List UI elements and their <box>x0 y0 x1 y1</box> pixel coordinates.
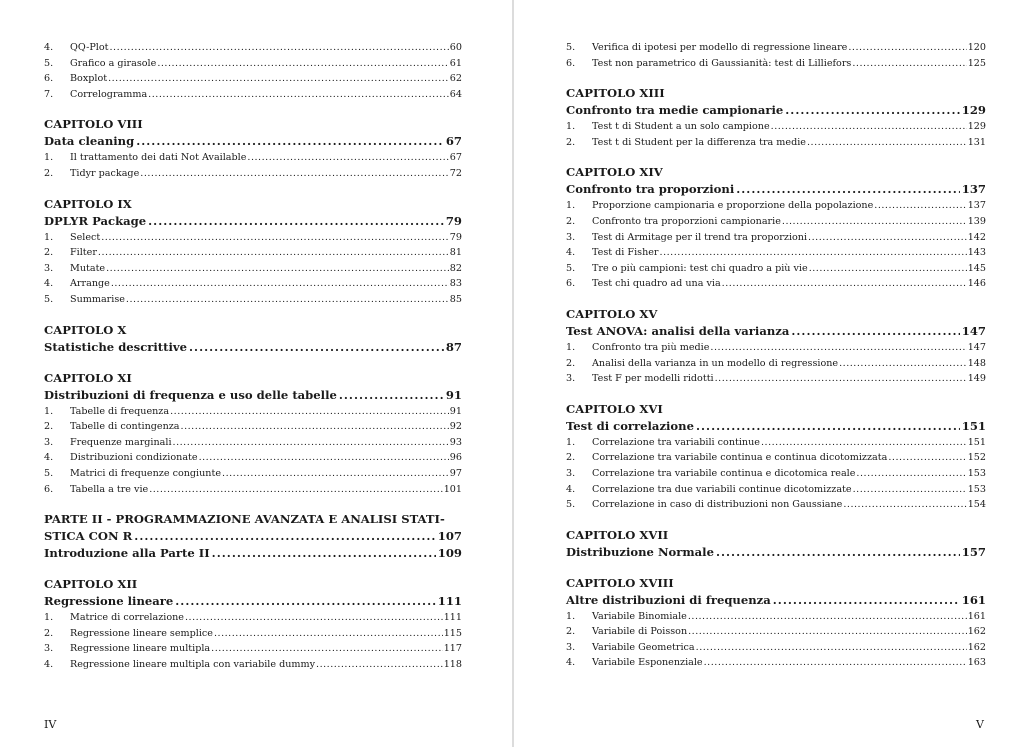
toc-entry[interactable] <box>566 340 986 356</box>
dot-leader <box>214 626 443 642</box>
entry-title: Variabile Esponenziale <box>592 657 703 669</box>
toc-entry[interactable] <box>44 419 462 435</box>
toc-entry[interactable] <box>566 56 986 72</box>
toc-entry[interactable] <box>44 87 462 103</box>
right-page <box>514 0 1024 747</box>
entry-number: 2. <box>44 247 54 259</box>
entry-page: 79 <box>449 231 462 243</box>
dot-leader <box>157 56 448 72</box>
entry-title: Filter <box>70 247 97 259</box>
entry-number: 3. <box>566 373 576 385</box>
toc-entry[interactable] <box>566 450 986 466</box>
section-page: 91 <box>445 387 462 402</box>
entry-number: 4. <box>44 42 54 53</box>
dot-leader <box>773 592 960 609</box>
dot-leader <box>736 181 960 198</box>
dot-leader <box>782 214 967 230</box>
section-title: Test ANOVA: analisi della varianza <box>566 323 790 338</box>
entry-number: 5. <box>44 57 54 69</box>
entry-page: 62 <box>449 73 462 85</box>
entry-page: 163 <box>967 657 986 669</box>
entry-number: 2. <box>44 421 54 433</box>
entry-title: Variabile Geometrica <box>592 641 695 653</box>
section-page: 87 <box>445 339 462 354</box>
chapter-title[interactable] <box>566 102 986 119</box>
toc-entry[interactable] <box>566 230 986 246</box>
toc-left-column <box>44 40 462 672</box>
entry-page: 67 <box>449 152 462 164</box>
entry-page: 82 <box>449 262 462 274</box>
entry-number: 6. <box>566 57 576 69</box>
entry-title: Correlazione tra variabile continua e dicotomica reale <box>592 467 856 479</box>
section-page: 151 <box>961 418 986 433</box>
section-page: 111 <box>437 594 462 609</box>
chapter-title[interactable] <box>44 213 462 230</box>
chapter-title[interactable] <box>44 593 462 610</box>
entry-page: 117 <box>443 643 462 655</box>
entry-number: 3. <box>566 467 576 479</box>
entry-title: Test F per modelli ridotti <box>592 373 714 385</box>
toc-entry[interactable] <box>566 135 986 151</box>
toc-entry[interactable] <box>44 40 462 56</box>
dot-leader <box>212 545 436 562</box>
dot-leader <box>126 292 449 308</box>
entry-page: 97 <box>449 467 462 479</box>
entry-page: 101 <box>443 483 462 495</box>
entry-number: 2. <box>566 215 576 227</box>
entry-title: Variabile di Poisson <box>592 626 688 638</box>
entry-page: 96 <box>449 452 462 464</box>
section-title: Altre distribuzioni di frequenza <box>566 592 771 607</box>
toc-entry[interactable] <box>44 292 462 308</box>
toc-entry[interactable] <box>566 356 986 372</box>
entry-page: 61 <box>449 57 462 69</box>
entry-page: 137 <box>967 200 986 212</box>
entry-page: 161 <box>967 610 986 622</box>
dot-leader <box>839 356 967 372</box>
entry-title: Variabile Binomiale <box>592 610 687 622</box>
chapter-heading: CAPITOLO XV <box>566 306 658 321</box>
section-page: 107 <box>437 529 462 544</box>
entry-title: Correlazione in caso di distribuzioni non Gaussiane <box>592 499 843 511</box>
entry-number: 5. <box>44 467 54 479</box>
entry-page: 162 <box>967 626 986 638</box>
entry-page: 139 <box>967 215 986 227</box>
toc-entry[interactable] <box>44 71 462 87</box>
dot-leader <box>148 213 444 230</box>
dot-leader <box>791 323 959 340</box>
entry-number: 1. <box>44 612 54 624</box>
entry-title: Analisi della varianza in un modello di regressione <box>592 357 839 369</box>
dot-leader <box>716 544 960 561</box>
entry-title: Confronto tra più medie <box>592 341 710 353</box>
dot-leader <box>189 339 444 356</box>
entry-title: Regressione lineare semplice <box>70 627 213 639</box>
dot-leader <box>722 276 967 292</box>
toc-entry[interactable] <box>44 657 462 673</box>
dot-leader <box>170 404 449 420</box>
entry-number: 1. <box>566 121 576 133</box>
entry-title: Test di Armitage per il trend tra proporzioni <box>592 231 808 243</box>
dot-leader <box>761 435 967 451</box>
entry-number: 1. <box>566 610 576 622</box>
section-title: Confronto tra proporzioni <box>566 182 735 197</box>
entry-title: Test di Fisher <box>592 247 659 259</box>
toc-entry[interactable] <box>566 40 986 56</box>
chapter-heading: CAPITOLO XI <box>44 370 132 385</box>
toc-entry[interactable] <box>566 276 986 292</box>
entry-title: Frequenze marginali <box>70 436 172 448</box>
entry-number: 5. <box>566 499 576 511</box>
entry-number: 4. <box>566 657 576 669</box>
dot-leader <box>696 640 967 656</box>
entry-page: 146 <box>967 278 986 290</box>
toc-entry[interactable] <box>566 482 986 498</box>
chapter-heading: CAPITOLO XII <box>44 577 138 592</box>
section-title: Introduzione alla Parte II <box>44 546 210 561</box>
entry-number: 6. <box>44 73 54 85</box>
entry-page: 85 <box>449 293 462 305</box>
dot-leader <box>222 466 449 482</box>
toc-entry[interactable] <box>44 435 462 451</box>
part-heading-line1 <box>44 511 462 528</box>
dot-leader <box>852 56 966 72</box>
page-number-right: V <box>976 718 984 731</box>
toc-entry[interactable] <box>566 497 986 513</box>
section-title: Data cleaning <box>44 134 135 149</box>
entry-page: 81 <box>449 247 462 259</box>
entry-page: 131 <box>967 136 986 148</box>
dot-leader <box>185 610 443 626</box>
dot-leader <box>109 40 448 56</box>
section-page: 161 <box>961 592 986 607</box>
entry-title: Correlogramma <box>70 88 148 100</box>
dot-leader <box>211 641 443 657</box>
section-page: 147 <box>961 323 986 338</box>
section-page: 157 <box>961 544 986 559</box>
entry-title: Il trattamento dei dati Not Available <box>70 152 247 164</box>
dot-leader <box>134 528 436 545</box>
toc-entry[interactable] <box>566 198 986 214</box>
entry-number: 3. <box>566 231 576 243</box>
section-title: Statistiche descrittive <box>44 339 187 354</box>
entry-title: Tidyr package <box>70 167 140 179</box>
entry-number: 4. <box>44 452 54 464</box>
chapter-title[interactable] <box>44 339 462 356</box>
section-page: 79 <box>445 213 462 228</box>
dot-leader <box>704 655 967 671</box>
entry-title: Tabelle di contingenza <box>70 421 180 433</box>
dot-leader <box>808 230 967 246</box>
entry-page: 72 <box>449 167 462 179</box>
entry-page: 151 <box>967 436 986 448</box>
chapter-heading: CAPITOLO X <box>44 322 127 337</box>
entry-number: 4. <box>44 658 54 670</box>
toc-entry[interactable] <box>566 624 986 640</box>
entry-number: 5. <box>566 262 576 274</box>
entry-title: Mutate <box>70 262 106 274</box>
dot-leader <box>136 133 444 150</box>
entry-number: 1. <box>44 231 54 243</box>
toc-entry[interactable] <box>44 245 462 261</box>
entry-page: 93 <box>449 436 462 448</box>
page-number-left: IV <box>44 718 57 731</box>
entry-title: Regressione lineare multipla <box>70 643 211 655</box>
entry-page: 152 <box>967 452 986 464</box>
toc-entry[interactable] <box>566 119 986 135</box>
entry-number: 2. <box>44 627 54 639</box>
entry-number: 1. <box>566 200 576 212</box>
entry-number: 6. <box>44 483 54 495</box>
entry-page: 91 <box>449 405 462 417</box>
dot-leader <box>848 40 966 56</box>
section-page: 67 <box>445 134 462 149</box>
part-intro[interactable] <box>44 545 462 562</box>
entry-title: Regressione lineare multipla con variabile dummy <box>70 658 316 670</box>
chapter-title[interactable] <box>566 418 986 435</box>
dot-leader <box>173 435 449 451</box>
entry-page: 92 <box>449 421 462 433</box>
toc-entry[interactable] <box>566 214 986 230</box>
entry-number: 5. <box>566 42 576 53</box>
toc-entry[interactable] <box>44 404 462 420</box>
toc-entry[interactable] <box>44 626 462 642</box>
entry-number: 2. <box>566 626 576 638</box>
toc-entry[interactable] <box>566 466 986 482</box>
toc-entry[interactable] <box>44 450 462 466</box>
chapter-title[interactable] <box>44 133 462 150</box>
entry-number: 1. <box>44 405 54 417</box>
entry-number: 6. <box>566 278 576 290</box>
entry-number: 4. <box>44 278 54 290</box>
dot-leader <box>111 276 449 292</box>
chapter-title[interactable] <box>566 544 986 561</box>
entry-page: 115 <box>443 627 462 639</box>
entry-number: 1. <box>566 341 576 353</box>
chapter-title[interactable] <box>44 387 462 404</box>
section-page: 129 <box>961 103 986 118</box>
entry-number: 4. <box>566 247 576 259</box>
entry-page: 162 <box>967 641 986 653</box>
entry-title: Test t di Student per la differenza tra medie <box>592 136 806 148</box>
dot-leader <box>856 466 966 482</box>
entry-number: 3. <box>566 641 576 653</box>
toc-entry[interactable] <box>566 655 986 671</box>
toc-entry[interactable] <box>566 609 986 625</box>
toc-right-column <box>566 40 986 671</box>
dot-leader <box>98 245 449 261</box>
toc-entry[interactable] <box>44 150 462 166</box>
toc-entry[interactable] <box>44 466 462 482</box>
entry-page: 120 <box>967 42 986 53</box>
entry-number: 1. <box>44 152 54 164</box>
dot-leader <box>688 609 967 625</box>
dot-leader <box>785 102 960 119</box>
entry-page: 129 <box>967 121 986 133</box>
dot-leader <box>771 119 967 135</box>
toc-entry[interactable] <box>44 482 462 498</box>
entry-title: Correlazione tra due variabili continue dicotomizzate <box>592 483 852 495</box>
entry-number: 2. <box>566 452 576 464</box>
section-title: Distribuzioni di frequenza e uso delle tabelle <box>44 387 337 402</box>
toc-entry[interactable] <box>44 56 462 72</box>
entry-title: Select <box>70 231 101 243</box>
dot-leader <box>149 482 442 498</box>
section-title: Distribuzione Normale <box>566 544 714 559</box>
dot-leader <box>715 371 967 387</box>
entry-page: 125 <box>967 57 986 69</box>
chapter-heading: CAPITOLO XIII <box>566 86 665 101</box>
dot-leader <box>853 482 967 498</box>
entry-page: 147 <box>967 341 986 353</box>
dot-leader <box>660 245 967 261</box>
toc-entry[interactable] <box>44 610 462 626</box>
entry-number: 3. <box>44 436 54 448</box>
dot-leader <box>316 657 443 673</box>
entry-title: Verifica di ipotesi per modello di regressione lineare <box>592 42 848 53</box>
dot-leader <box>688 624 967 640</box>
chapter-heading: CAPITOLO XVIII <box>566 575 674 590</box>
dot-leader <box>807 135 967 151</box>
dot-leader <box>809 261 967 277</box>
entry-title: Summarise <box>70 293 125 305</box>
toc-entry[interactable] <box>566 371 986 387</box>
entry-page: 142 <box>967 231 986 243</box>
chapter-heading: CAPITOLO XVII <box>566 527 669 542</box>
entry-title: Matrici di frequenze congiunte <box>70 467 222 479</box>
part-heading-line2[interactable] <box>44 528 462 545</box>
toc-entry[interactable] <box>44 641 462 657</box>
entry-page: 149 <box>967 373 986 385</box>
entry-page: 83 <box>449 278 462 290</box>
entry-number: 2. <box>44 167 54 179</box>
entry-page: 60 <box>449 42 462 53</box>
entry-title: Confronto tra proporzioni campionarie <box>592 215 781 227</box>
chapter-heading: CAPITOLO VIII <box>44 117 143 132</box>
entry-title: Distribuzioni condizionate <box>70 452 198 464</box>
entry-number: 3. <box>44 643 54 655</box>
entry-page: 148 <box>967 357 986 369</box>
entry-title: Correlazione tra variabile continua e continua dicotomizzata <box>592 452 888 464</box>
entry-title: Test t di Student a un solo campione <box>592 121 770 133</box>
part-title-continued: STICA CON R <box>44 529 133 544</box>
entry-number: 4. <box>566 483 576 495</box>
entry-number: 2. <box>566 357 576 369</box>
toc-entry[interactable] <box>566 245 986 261</box>
chapter-heading: CAPITOLO XIV <box>566 165 663 180</box>
entry-number: 5. <box>44 293 54 305</box>
section-title: Confronto tra medie campionarie <box>566 103 784 118</box>
dot-leader <box>181 419 449 435</box>
section-page: 137 <box>961 182 986 197</box>
dot-leader <box>108 71 449 87</box>
entry-page: 64 <box>449 88 462 100</box>
dot-leader <box>148 87 449 103</box>
chapter-heading: CAPITOLO XVI <box>566 401 663 416</box>
entry-title: Test non parametrico di Gaussianità: test di Lilliefors <box>592 57 852 69</box>
entry-number: 1. <box>566 436 576 448</box>
entry-number: 7. <box>44 88 54 100</box>
entry-title: Tre o più campioni: test chi quadro a più vie <box>592 262 808 274</box>
chapter-title[interactable] <box>566 592 986 609</box>
chapter-heading: CAPITOLO IX <box>44 196 132 211</box>
dot-leader <box>140 166 449 182</box>
toc-entry[interactable] <box>566 640 986 656</box>
entry-title: Proporzione campionaria e proporzione della popolazione <box>592 200 874 212</box>
toc-entry[interactable] <box>44 166 462 182</box>
part-title: PARTE II - PROGRAMMAZIONE AVANZATA E ANALISI STATI- <box>44 512 445 527</box>
entry-page: 118 <box>443 658 462 670</box>
toc-entry[interactable] <box>44 230 462 246</box>
entry-title: Boxplot <box>70 73 108 85</box>
entry-title: QQ-Plot <box>70 42 109 53</box>
section-title: Regressione lineare <box>44 594 174 609</box>
dot-leader <box>339 387 444 404</box>
dot-leader <box>710 340 966 356</box>
entry-title: Test chi quadro ad una via <box>592 278 721 290</box>
entry-title: Grafico a girasole <box>70 57 157 69</box>
entry-title: Arrange <box>70 278 110 290</box>
entry-page: 154 <box>967 499 986 511</box>
section-title: Test di correlazione <box>566 418 694 433</box>
entry-number: 2. <box>566 136 576 148</box>
dot-leader <box>199 450 449 466</box>
entry-page: 111 <box>443 612 462 624</box>
dot-leader <box>843 497 966 513</box>
entry-page: 153 <box>967 467 986 479</box>
toc-entry[interactable] <box>566 435 986 451</box>
entry-page: 143 <box>967 247 986 259</box>
section-page: 109 <box>437 546 462 561</box>
dot-leader <box>175 593 436 610</box>
entry-title: Correlazione tra variabili continue <box>592 436 760 448</box>
entry-number: 3. <box>44 262 54 274</box>
dot-leader <box>888 450 966 466</box>
dot-leader <box>101 230 449 246</box>
dot-leader <box>106 261 449 277</box>
dot-leader <box>696 418 960 435</box>
entry-title: Tabella a tre vie <box>70 483 149 495</box>
entry-page: 145 <box>967 262 986 274</box>
dot-leader <box>874 198 966 214</box>
entry-page: 153 <box>967 483 986 495</box>
dot-leader <box>247 150 448 166</box>
entry-title: Matrice di correlazione <box>70 612 184 624</box>
toc-entry[interactable] <box>44 261 462 277</box>
toc-entry[interactable] <box>44 276 462 292</box>
section-title: DPLYR Package <box>44 213 147 228</box>
entry-title: Tabelle di frequenza <box>70 405 170 417</box>
toc-entry[interactable] <box>566 261 986 277</box>
chapter-title[interactable] <box>566 323 986 340</box>
chapter-title[interactable] <box>566 181 986 198</box>
